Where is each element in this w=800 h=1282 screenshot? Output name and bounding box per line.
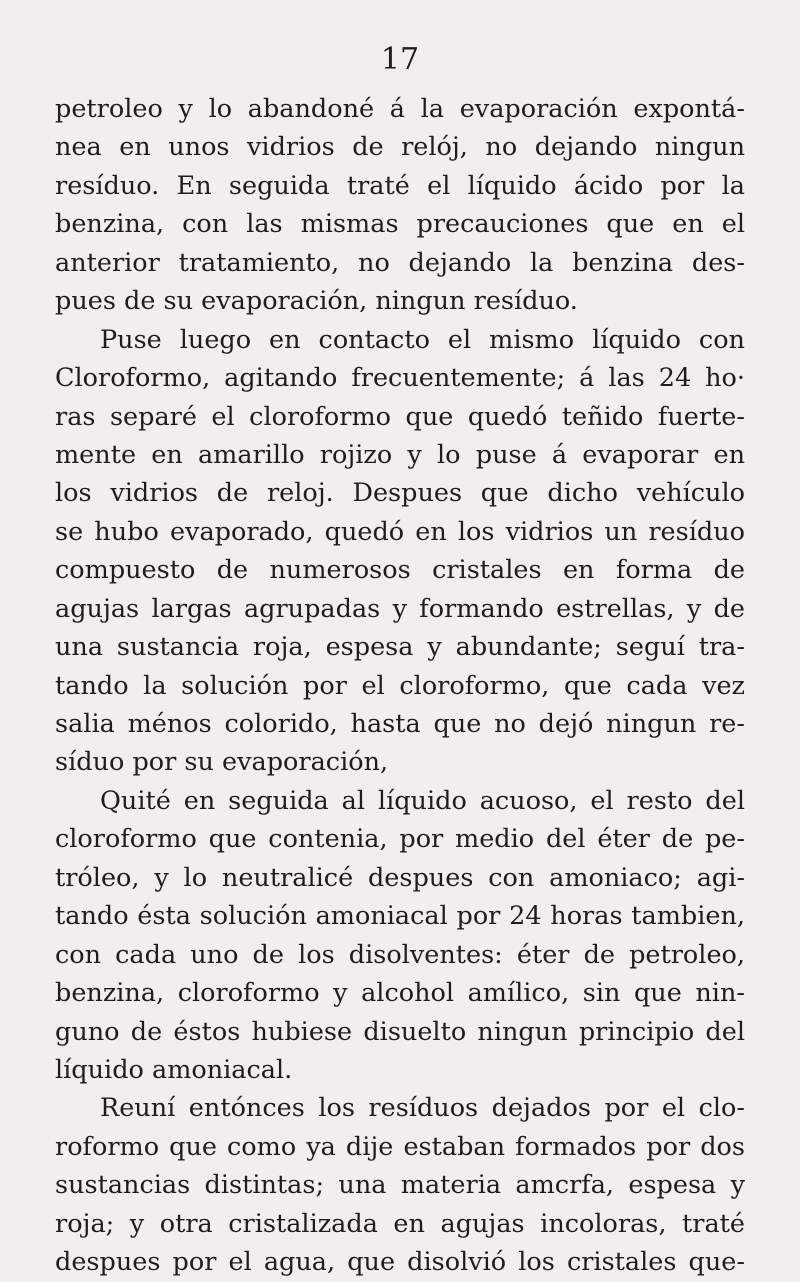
text-line: petroleo y lo abandoné á la evaporación expontá- <box>55 94 745 124</box>
text-line: ras separé el cloroformo que quedó teñido fuerte- <box>55 401 745 432</box>
text-line: cloroformo que contenia, por medio del éter de pe- <box>55 824 745 855</box>
text-line: una sustancia roja, espesa y abundante; seguí tra- <box>55 632 745 663</box>
text-line: Quité en seguida al líquido acuoso, el resto del <box>100 785 745 816</box>
text-line: pues de su evaporación, ningun resíduo. <box>55 286 578 317</box>
text-line: líquido amoniacal. <box>55 1054 293 1085</box>
text-line: roja; y otra cristalizada en agujas incoloras, traté <box>55 1208 745 1239</box>
text-line: tando ésta solución amoniacal por 24 horas tambien, <box>55 901 745 932</box>
text-line: tróleo, y lo neutralicé despues con amoniaco; agi- <box>55 862 745 893</box>
text-line: compuesto de numerosos cristales en forma de <box>55 555 745 586</box>
text-line: agujas largas agrupadas y formando estrellas, y de <box>55 593 745 624</box>
text-line: Cloroformo, agitando frecuentemente; á las 24 ho· <box>55 363 745 394</box>
text-line: Reuní entónces los resíduos dejados por el clo- <box>100 1093 745 1124</box>
text-line: Puse luego en contacto el mismo líquido con <box>100 324 745 355</box>
text-line: benzina, cloroformo y alcohol amílico, sin que nin- <box>55 978 745 1009</box>
text-line: benzina, con las mismas precauciones que en el <box>55 209 745 240</box>
text-line: los vidrios de reloj. Despues que dicho vehículo <box>55 478 745 509</box>
text-line: salia ménos colorido, hasta que no dejó ningun re- <box>55 709 745 739</box>
text-line: nea en unos vidrios de relój, no dejando ningun <box>55 132 745 163</box>
body-text <box>55 90 745 1282</box>
text-line: se hubo evaporado, quedó en los vidrios un resíduo <box>55 516 745 547</box>
text-line: resíduo. En seguida traté el líquido ácido por la <box>55 170 745 201</box>
text-line: con cada uno de los disolventes: éter de petroleo, <box>55 939 745 970</box>
text-line: tando la solución por el cloroformo, que cada vez <box>55 670 745 701</box>
text-line: roformo que como ya dije estaban formados por dos <box>55 1131 745 1162</box>
text-line: sustancias distintas; una materia amcrfa, espesa y <box>55 1170 745 1201</box>
page-number: 17 <box>380 42 420 77</box>
text-line: despues por el agua, que disolvió los cristales que- <box>55 1247 745 1278</box>
text-line: anterior tratamiento, no dejando la benzina des- <box>55 247 745 278</box>
text-line: síduo por su evaporación, <box>55 747 389 778</box>
text-line: mente en amarillo rojizo y lo puse á evaporar en <box>55 439 745 470</box>
text-line: guno de éstos hubiese disuelto ningun principio del <box>55 1016 745 1047</box>
